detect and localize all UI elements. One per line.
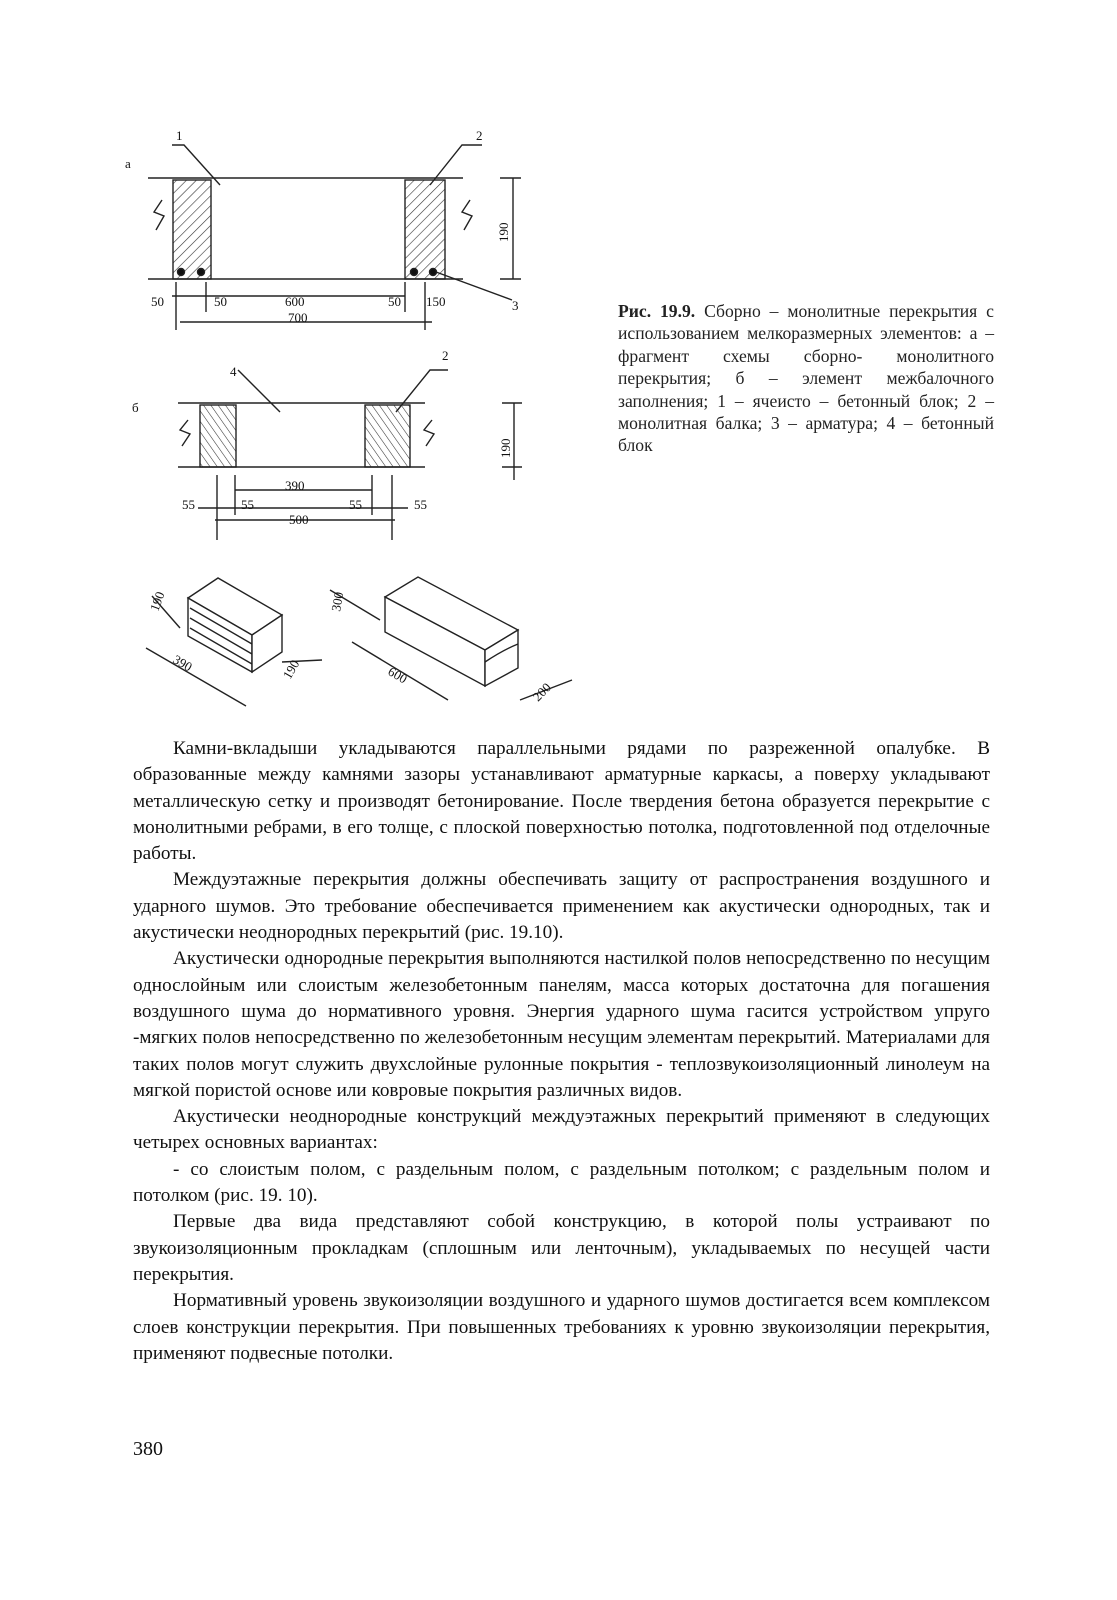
beam-b-left: [200, 405, 236, 467]
figure-caption-text: Сборно – монолитные перекрытия с использованием мелкоразмерных элементов: а – фрагмент схемы сборно- монолитного перекрытия; б – элемент межбалочного заполнения; 1 – ячеисто – бетонный блок; 2 – монолитная балка; 3 – арматура; 4 – бетонный блок: [618, 301, 994, 456]
dim-block-1: 190: [146, 589, 168, 614]
dim-block-6: 200: [529, 679, 554, 705]
callout-4: 4: [230, 364, 237, 379]
label-a: а: [125, 156, 131, 171]
dim-a-3: 600: [285, 294, 305, 309]
paragraph: Акустически неоднородные конструкций междуэтажных перекрытий применяют в следующих четырех основных вариантах:: [133, 1106, 990, 1154]
figure-19-9-drawing: [115, 118, 585, 723]
callout-2b: 2: [442, 348, 449, 363]
paragraph: Междуэтажные перекрытия должны обеспечивать защиту от распространения воздушного и ударного шумов. Это требование обеспечивается применением как акустически однородных, так и акустически неоднородных перекрытий (рис. 19.10).: [133, 869, 990, 944]
dim-block-2: 390: [170, 651, 195, 675]
paragraph: Камни-вкладыши укладываются параллельными рядами по разреженной опалубке. В образованные между камнями зазоры устанавливают арматурные каркасы, а поверху укладывают металлическую сетку и производят бетонирование. После твердения бетона образуется перекрытие с монолитными ребрами, в его толще, с плоской поверхностью потолка, подготовленной под отделочные работы.: [133, 738, 990, 865]
dim-block-5: 600: [385, 663, 410, 687]
paragraph: - со слоистым полом, с раздельным полом, с раздельным потолком; с раздельным полом и потолком (рис. 19. 10).: [133, 1158, 990, 1207]
dim-b-4: 55: [349, 497, 362, 512]
figure-part-b-labels: [132, 348, 513, 527]
dim-b-5: 55: [414, 497, 427, 512]
callout-1: 1: [176, 128, 183, 143]
paragraph: Акустически однородные перекрытия выполняются настилкой полов непосредственно по несущим однослойным или слоистым железобетонным панелям, масса которых достаточна для погашения воздушного шума до нормативного уровня. Энергия ударного шума гасится устройством упруго -мягких полов непосредственно по железобетонным несущим элементам перекрытий. Материалами для таких полов могут служить двухслойные рулонные покрытия - теплозвукоизоляционный линолеум на мягкой пористой основе или ковровые покрытия различных видов.: [133, 948, 990, 1101]
dim-a-1: 50: [151, 294, 164, 309]
dim-block-4: 300: [328, 590, 347, 613]
dim-a-5: 150: [426, 294, 446, 309]
page-number: 380: [133, 1438, 163, 1460]
body-text: [133, 736, 990, 1367]
figure-part-a: [148, 145, 521, 330]
label-b: б: [132, 400, 139, 415]
dim-a-7: 190: [496, 222, 511, 242]
monolithic-beam-right: [405, 180, 445, 279]
dim-a-2: 50: [214, 294, 227, 309]
paragraph: Первые два вида представляют собой конструкцию, в которой полы устраивают по звукоизоляционным прокладкам (сплошным или ленточным), укладываемых по несущей части перекрытия.: [133, 1211, 990, 1285]
monolithic-beam-left: [173, 180, 211, 279]
paragraph: Нормативный уровень звукоизоляции воздушного и ударного шумов достигается всем комплексом слоев конструкции перекрытия. При повышенных требованиях к уровню звукоизоляции перекрытия, применяют подвесные потолки.: [133, 1290, 990, 1364]
dim-b-1: 390: [285, 478, 305, 493]
figure-number: Рис. 19.9.: [618, 301, 696, 321]
dim-b-7: 190: [498, 438, 513, 458]
beam-b-right: [365, 405, 410, 467]
callout-2: 2: [476, 128, 483, 143]
dim-a-4: 50: [388, 294, 401, 309]
dim-b-3: 55: [241, 497, 254, 512]
figure-blocks: [146, 577, 572, 706]
callout-3: 3: [512, 298, 519, 313]
dim-b-6: 500: [289, 512, 309, 527]
figure-caption: [618, 300, 994, 457]
figure-part-b: [178, 370, 522, 540]
dim-a-6: 700: [288, 310, 308, 325]
dim-block-3: 190: [279, 657, 303, 682]
dim-b-2: 55: [182, 497, 195, 512]
